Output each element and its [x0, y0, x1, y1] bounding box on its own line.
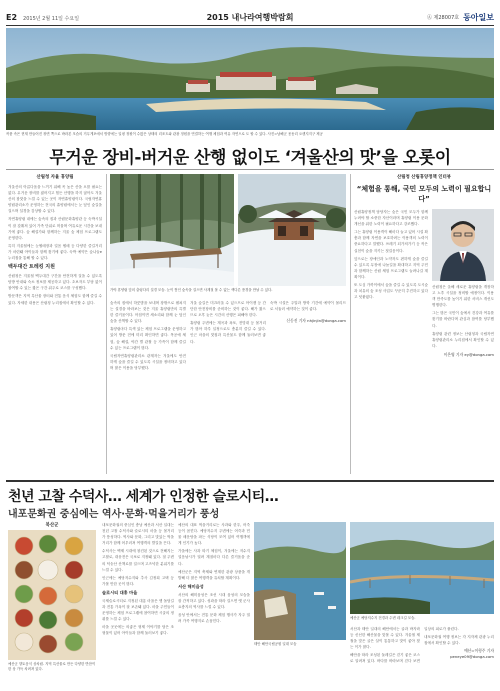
paragraph: 숙박 시설은 주말과 방학 기간에 예약이 몰리므로 서둘러 예약하는 것이 좋다.	[270, 301, 346, 312]
newspaper-logo: 동아일보	[463, 11, 494, 22]
bottom-column-1-subtitle: 슬로시티 대흥 마을	[102, 589, 138, 595]
paragraph: 특히 겨울철에는 눈썰매장과 얼음 썰매 등 다양한 즐길거리가 마련돼 아이들과 함께 찾기에 좋다. 숙박 예약은 숲나들e 누리집을 통해 할 수 있다.	[8, 243, 102, 261]
paragraph: 가을에는 사과 따기 체험이, 겨울에는 저수지 얼음낚시가 열려 계절마다 다른 즐거움을 준다.	[178, 549, 250, 566]
main-photo-island	[6, 28, 494, 130]
paragraph: 내포문화권의 중심인 충남 예산과 서산 일대는 천년 고찰 수덕사와 슬로시티 마을 등 볼거리가 풍성하다. 역사와 문화, 그리고 맛있는 먹을거리가 함께 어우러져 여행객의 발길을 끈다.	[102, 523, 174, 546]
food-photo-caption: 예산군 향토음식 상차림. 지역 특산물로 만든 다양한 반찬이 한 상 가득 차려져 있다.	[8, 662, 96, 671]
bottom-left-title: 북산군	[45, 523, 59, 528]
paragraph: 숲속의 집에서 하룻밤을 보내며 창밖으로 펼쳐지는 설경을 바라보는 것은 겨울 휴양림만의 특별한 즐거움이다. 아침이면 새소리와 함께 눈 덮인 숲을 산책할 수 있다.	[110, 301, 186, 324]
paragraph: 산림청은 겨울철 백두대간 구간을 안전하게 걸을 수 있도록 탐방 안내와 숙소 정보를 제공하고 있다. 초보자도 부담 없이 참여할 수 있는 짧은 구간 위주로 코스를 구성했다.	[8, 274, 102, 291]
paragraph: 예산의 대표 먹을거리로는 사과와 한우, 어죽 등이 꼽힌다. 예당저수지 주변에는 어죽과 민물 매운탕을 파는 식당이 모여 있어 여행객에게 인기가 높다.	[178, 523, 250, 546]
bottom-signature: 예산=이형주 기자 peneye09@donga.com	[450, 648, 494, 660]
paragraph: 수덕사는 백제 시대에 창건된 것으로 전해지는 고찰로, 대웅전은 국보로 지정돼 있다. 절 주변의 덕숭산 산책로를 걸으며 고즈넉한 분위기를 느낄 수 있다.	[102, 549, 174, 572]
bottom-column-1	[102, 522, 174, 687]
paragraph: 산림청은 올해 새로운 휴양림을 개장하고 노후 시설을 정비할 예정이다. 이용객 만족도를 높이기 위한 서비스 개선도 병행한다.	[432, 285, 494, 308]
section-title: 2015 내나라여행박람회	[206, 12, 294, 22]
forest-photo-caption: 가야 휴양림 앞의 출렁다리 설경 모습. 눈이 쌓인 숲속을 걸으면 사계절 볼 수 없는 색다른 풍경을 만날 수 있다.	[110, 288, 273, 292]
page-header	[6, 10, 494, 24]
top-mid-column-1	[110, 300, 186, 475]
paragraph: 또 도심 가까이에서 숲을 즐길 수 있도록 도시숲과 치유의 숲 조성 사업도 꾸준히 추진하고 있다고 덧붙였다.	[354, 283, 428, 300]
interview-signature: 이은영 기자 ey@donga.com	[443, 351, 494, 357]
lake-photo-caption: 예산군 예당저수지 전경과 수변 데크길 모습.	[350, 616, 416, 620]
bottom-subhead: 내포문화권 중심에는 역사·문화·먹을거리가 풍성	[8, 509, 220, 520]
paragraph: 산림휴양정책 담당자는 숲은 국민 모두가 함께 누려야 할 소중한 자산이라며 휴양림 이용 문화 개선을 위한 노력이 필요하다고 강조했다.	[354, 210, 428, 227]
bottom-headline: 천년 고찰 수덕사… 세계가 인정한 슬로시티…	[8, 489, 279, 505]
paragraph: 마을 곳곳에는 의좋은 형제 이야기를 담은 조형물이 있어 아이들과 함께 둘러보기 좋다.	[102, 625, 174, 636]
left-column-subtitle: 백두대간 트레킹 지원	[8, 264, 55, 271]
paragraph: 그는 휴양림 이용객이 해마다 늘고 있어 시설 확충과 함께 자연을 보호하려는 이용객의 노력이 중요하다고 말했다. 쓰레기 되가져가기 등 작은 실천이 숲을 지키는 첫걸음이다.	[354, 230, 428, 253]
paragraph: 방문객은 지역 특산물 장터와 전통 음식 체험도 함께 즐길 수 있다. 자세한 내용은 산림청 누리집에서 확인할 수 있다.	[8, 294, 102, 305]
paragraph: 예산군은 지역 축제와 연계한 관광 상품을 개발해 더 많은 여행객을 유치할 계획이다.	[178, 569, 250, 580]
issue-date: 2015년 2월 11일 수요일	[23, 15, 80, 22]
mid-column-signature: 신동진 기자 nhjinjin@donga.com	[286, 318, 346, 324]
bottom-column-4	[350, 626, 494, 688]
paragraph: 휴양림 주변에는 계곡과 폭포, 전망대 등 볼거리가 많아 하루 일정으로도 충분히 즐길 수 있다. 인근 마을의 맛집과 특산물도 함께 둘러보면 좋다.	[190, 321, 266, 344]
header-rule	[6, 25, 494, 26]
paragraph: 내포문화권 여행 정보는 각 지자체 관광 누리집에서 확인할 수 있다.	[424, 635, 494, 646]
section-divider	[6, 480, 494, 482]
paragraph: 인근에는 예당저수지와 추사 김정희 고택 등 가볼 만한 곳이 많다.	[102, 575, 174, 586]
paragraph: 서산의 해미읍성은 조선 시대 읍성의 모습을 잘 간직하고 있다. 성곽을 따라 걸으면 옛 군사 요충지의 역사를 느낄 수 있다.	[178, 592, 250, 610]
bottom-column-2	[178, 522, 250, 687]
paragraph: 겨울산의 아름다움을 느끼기 위해 꼭 높은 산을 오를 필요는 없다. 무거운 장비를 짊어지고 힘든 산행을 하지 않아도 겨울산의 참맛을 느낄 수 있는 곳이 자연휴양림이다. 국립자연휴양림관리소가 운영하는 전국의 휴양림에서는 눈 덮인 숲길을 걸으며 설경을 감상할 수 있다.	[8, 185, 102, 214]
top-mid-column-2	[190, 300, 266, 475]
top-headline: 무거운 장비-버거운 산행 없이도 ‘겨울산의 맛’을 오롯이	[49, 148, 451, 168]
interview-box	[354, 174, 494, 474]
page-number: E2	[6, 12, 18, 22]
headline-rule	[6, 169, 494, 170]
island-photo-svg	[6, 28, 494, 130]
issue-number: Ⓐ 제28007호	[426, 14, 460, 21]
paragraph: 겨울 숲길은 미끄러울 수 있으므로 아이젠 등 간단한 안전장비를 준비하는 것이 좋다. 해가 짧으므로 오후 늦은 시간의 산행은 피해야 한다.	[190, 301, 266, 318]
coast-photo	[254, 522, 346, 640]
paragraph: 그는 많은 국민이 숲에서 건강과 여유를 찾기를 바란다며 관심과 참여를 당부했다.	[432, 311, 494, 328]
coast-photo-caption: 태안 해안국립공원 일대 모습	[254, 642, 297, 646]
bottom-column-2-subtitle: 서산 해미읍성	[178, 583, 204, 589]
left-column-byline: 산림청 자율 휴양림	[36, 175, 74, 180]
paragraph: 서산과 태안 일대의 해안에서는 굴과 바지락 등 신선한 해산물을 맛볼 수 있다. 겨울철 제철을 맞은 굴은 살이 통통하고 맛이 좋아 찾는 이가 많다.	[350, 627, 420, 650]
lake-deck-photo	[350, 522, 494, 614]
forest-snow-photo	[110, 174, 234, 286]
paragraph: 휴양림마다 특색 있는 체험 프로그램을 운영하고 있어 방문 전에 미리 확인하면 좋다. 목공예 체험, 숲 해설, 야간 별 관찰 등 가족이 함께 즐길 수 있는 프로그램이 많다.	[110, 327, 186, 350]
interview-byline: 산림청 산림휴양정책 인터뷰	[397, 175, 451, 180]
top-mid-column-3	[270, 300, 346, 475]
paragraph: 국립자연휴양림관리소 관계자는 겨울에도 안전하게 숲을 즐길 수 있도록 시설을 정비하고 있다며 많은 이용을 당부했다.	[110, 353, 186, 370]
paragraph: 앞으로는 장애인과 노약자도 편하게 숲을 즐길 수 있도록 무장애 나눔길을 확대하고 지역 주민과 함께하는 산림 체험 프로그램도 늘려나갈 계획이다.	[354, 256, 428, 279]
interviewee-portrait	[432, 209, 494, 281]
paragraph: 해안을 따라 조성된 둘레길은 걷기 좋은 코스로 알려져 있다. 바다를 바라보며 걷다 보면 일상의 피로가 풀린다.	[350, 627, 459, 664]
top-left-column	[8, 174, 102, 474]
paragraph: 자연휴양림 내에는 숲속의 집과 산림문화휴양관 등 숙박시설이 잘 갖춰져 있어 가족 단위로 머물며 여유로운 시간을 보내기에 좋다. 숲 해설가와 함께하는 겨울 숲 체험 프로그램도 운영한다.	[8, 217, 102, 240]
paragraph: 휴양림 관련 정보는 산림청과 국립자연휴양림관리소 누리집에서 확인할 수 있다.	[432, 331, 494, 348]
food-spread-photo	[8, 530, 96, 660]
paragraph: 읍성 안에서는 전통 문화 체험 행사가 자주 열려 가족 여행지로 손꼽힌다.	[178, 613, 250, 624]
interview-deck: “체험을 통해, 국민 모두의 노력이 필요합니다”	[356, 185, 492, 203]
paragraph: 국제슬로시티로 지정된 대흥 마을은 옛 돌담길과 전통 가옥이 잘 보존돼 있다. 마을 주민들이 운영하는 체험 프로그램에 참여하면 시골의 정취를 느낄 수 있다.	[102, 598, 174, 622]
temple-snow-photo	[238, 174, 346, 286]
main-photo-caption: 작품 속은 현재 만들어진 장면 쪽으로 바라본 모습의 거무게포에서 방향에는 일평 정원이 수많은 상태의 리조트와 관광 정원을 연결하는 여행 체험과 여유 자연으로 도 할 수 있다. 사진=남해군 옹동리 오렌지지구 제공	[6, 132, 323, 136]
